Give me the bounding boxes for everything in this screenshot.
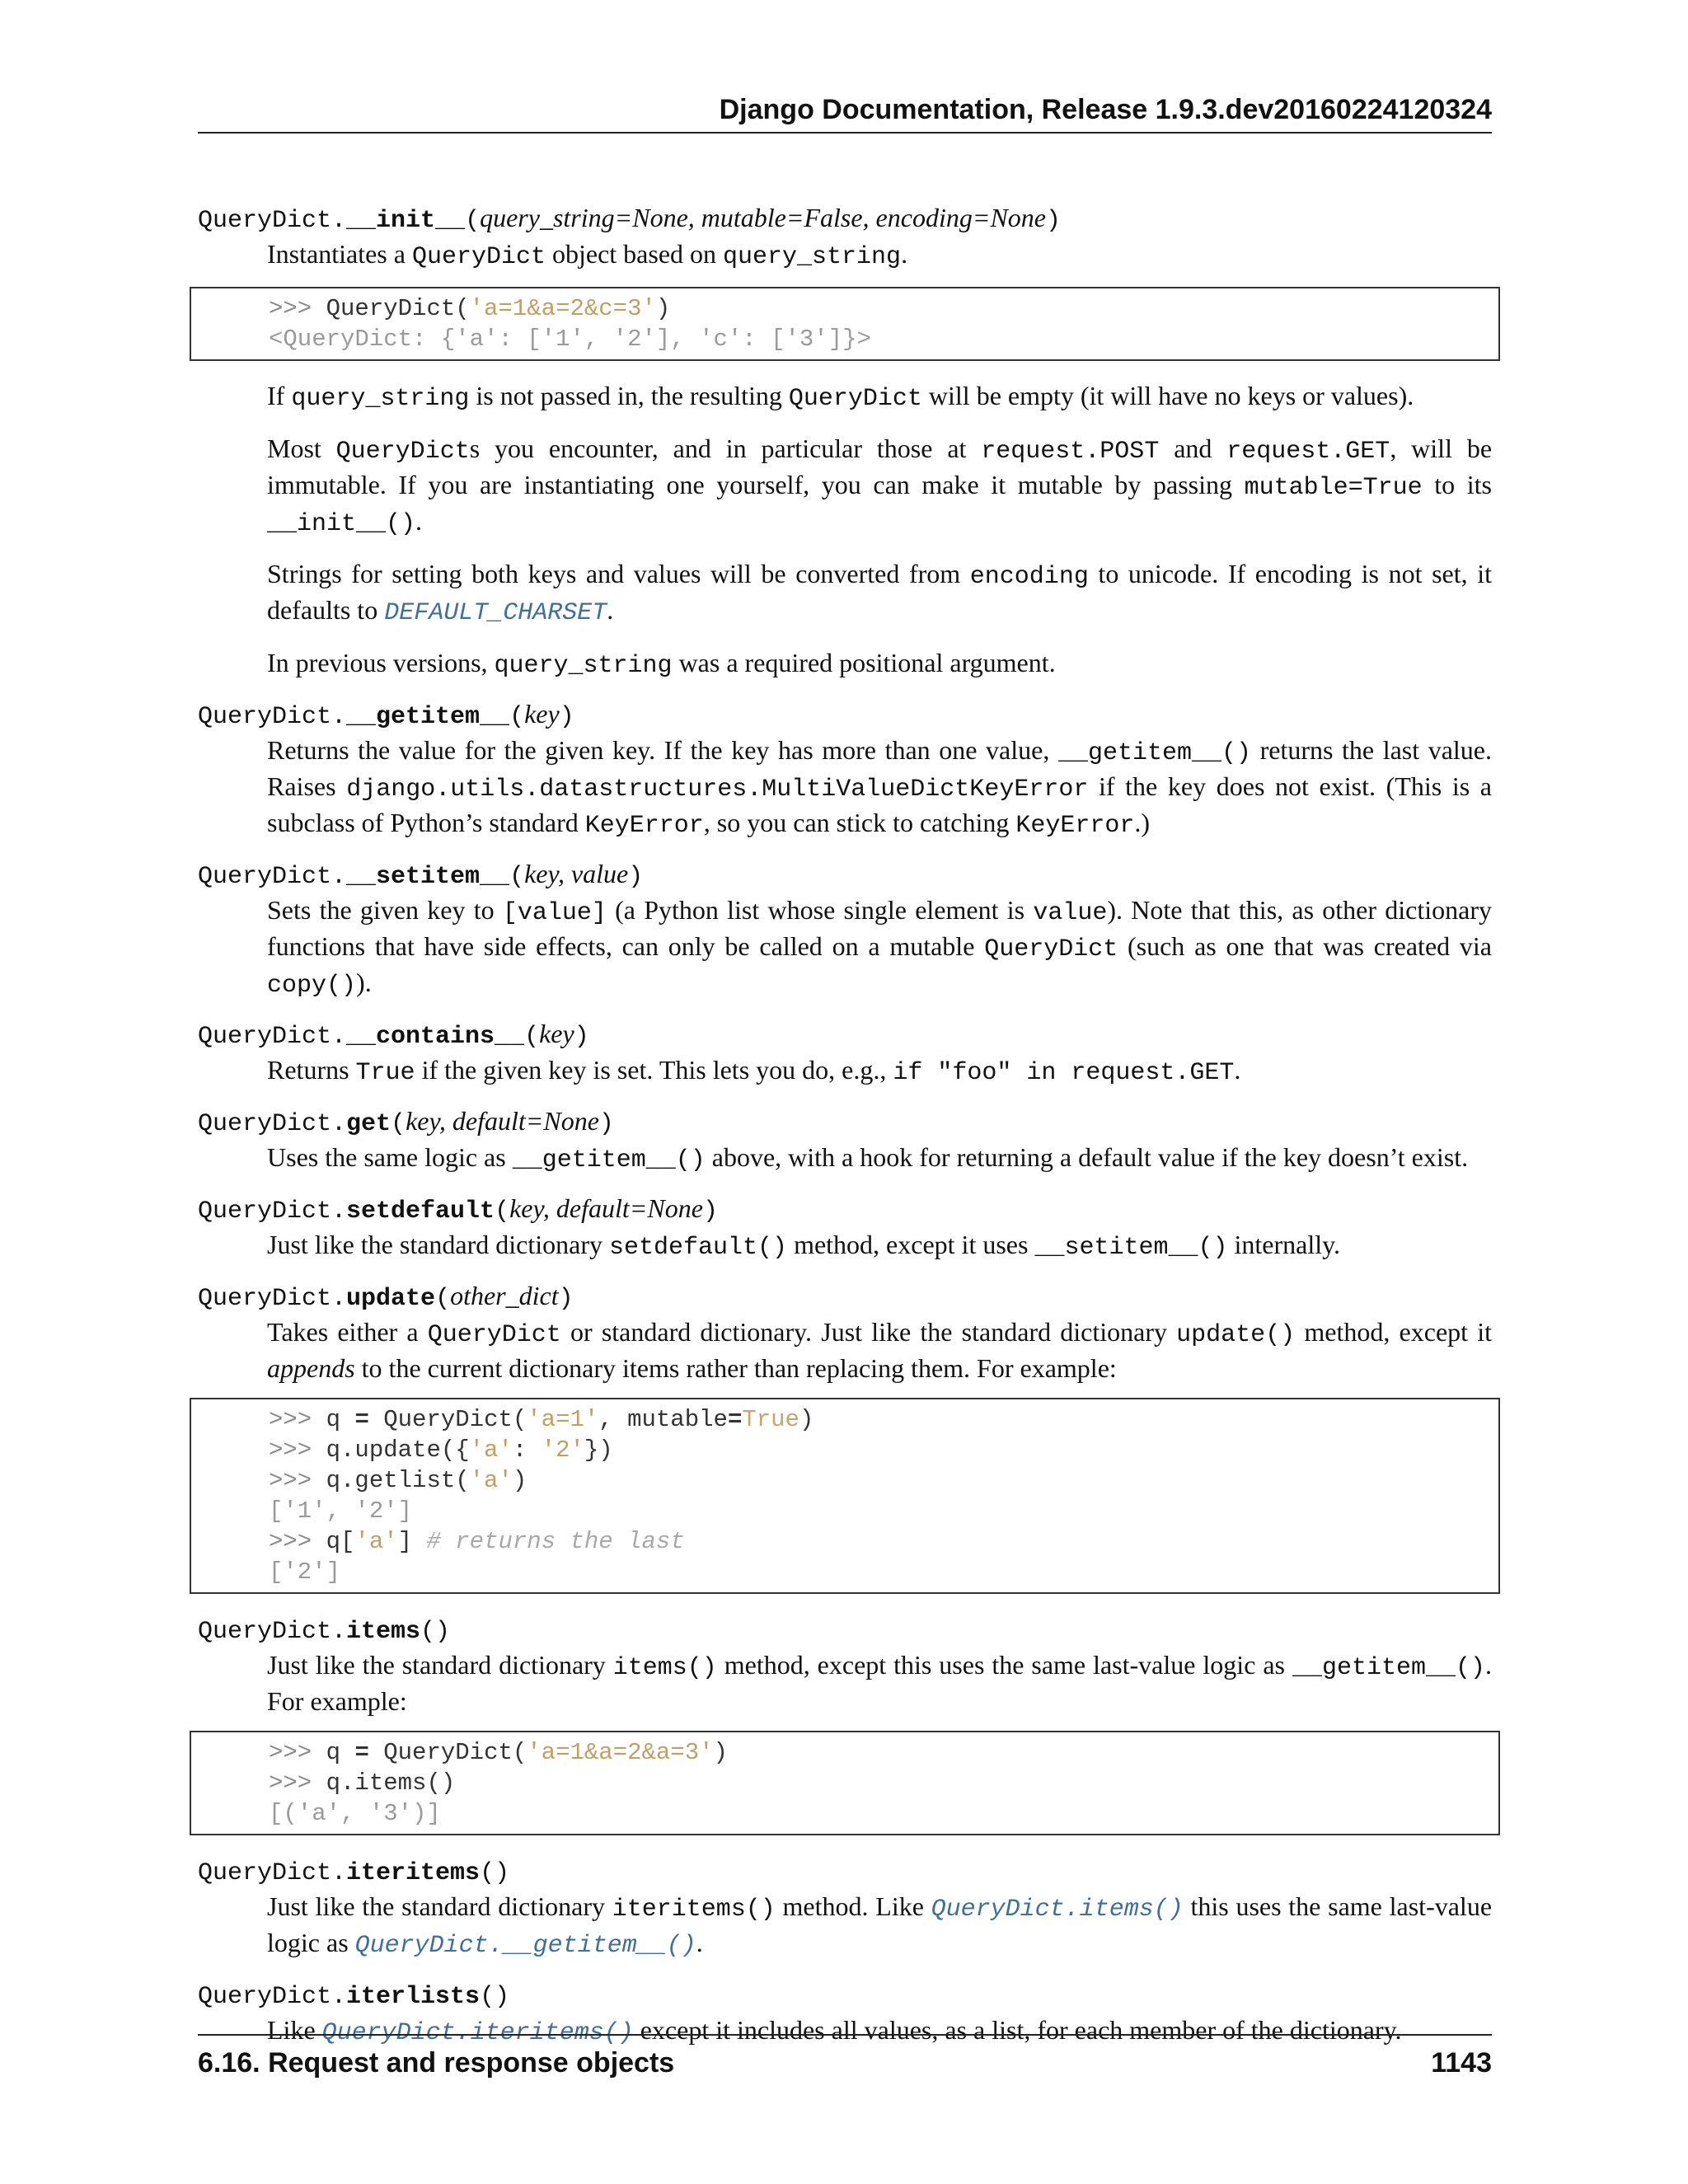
page-number: 1143 <box>1431 2047 1492 2079</box>
method-description <box>267 1648 1492 1718</box>
method-contains <box>198 1017 1492 1090</box>
signature: QueryDict.__setitem__(key, value) <box>198 859 644 891</box>
doc-content <box>198 201 1492 2064</box>
method-description <box>267 1315 1492 1385</box>
method-items <box>198 1612 1492 1835</box>
code-block: >>> q = QueryDict('a=1&a=2&a=3') >>> q.items() [('a', '3')] <box>190 1731 1500 1835</box>
method-description <box>267 1141 1492 1177</box>
paragraph: Like QueryDict.iteritems() except it includes all values, as a list, for each member of the dictionary. <box>267 2015 1402 2047</box>
paragraph: Takes either a QueryDict or standard dictionary. Just like the standard dictionary update() method, except it appends to the current dictionary items rather than replacing them. For example: <box>267 1317 1493 1383</box>
method-setdefault <box>198 1192 1492 1264</box>
querydict-getitem-link[interactable]: QueryDict.__getitem__() <box>354 1932 696 1960</box>
signature: QueryDict.items() <box>198 1618 451 1646</box>
signature: QueryDict.setdefault(key, default=None) <box>198 1193 718 1226</box>
signature: QueryDict.iterlists() <box>198 1983 510 2011</box>
method-description <box>267 733 1492 842</box>
code-block: >>> QueryDict('a=1&a=2&c=3') <QueryDict: {'a': ['1', '2'], 'c': ['3']}> <box>190 287 1500 361</box>
code-block: >>> q = QueryDict('a=1', mutable=True) >>> q.update({'a': '2'}) >>> q.getlist('a') ['1', '2'] >>> q['a'] # returns the last ['2'] <box>190 1398 1500 1594</box>
method-getitem <box>198 697 1492 842</box>
paragraph: If query_string is not passed in, the resulting QueryDict will be empty (it will have no keys or values). <box>267 381 1414 413</box>
method-description <box>267 237 1492 274</box>
paragraph: Sets the given key to [value] (a Python list whose single element is value). Note that this, as other dictionary functions that have side effects, can only be called on a mutable QueryDict (such as one that was created via copy()). <box>267 895 1493 1000</box>
signature: QueryDict.__contains__(key) <box>198 1019 589 1051</box>
page-header: Django Documentation, Release 1.9.3.dev20160224120324 <box>198 92 1492 134</box>
method-setitem <box>198 857 1492 1002</box>
querydict-items-link[interactable]: QueryDict.items() <box>931 1896 1184 1924</box>
method-description <box>267 893 1492 1002</box>
default-charset-link[interactable]: DEFAULT_CHARSET <box>384 599 607 627</box>
signature: QueryDict.update(other_dict) <box>198 1281 574 1313</box>
paragraph: In previous versions, query_string was a required positional argument. <box>267 648 1056 680</box>
paragraph: Uses the same logic as __getitem__() above, with a hook for returning a default value if the key doesn’t exist. <box>267 1142 1469 1174</box>
paragraph: Returns the value for the given key. If the key has more than one value, __getitem__() returns the last value. Raises django.utils.datastructures.MultiValueDictKeyError if the key does not exist. (This is a subclass of Python’s standard KeyError, so you can stick to catching KeyError.) <box>267 735 1493 840</box>
method-iteritems <box>198 1854 1492 1962</box>
paragraph: Instantiates a QueryDict object based on query_string. <box>267 239 908 271</box>
querydict-iteritems-link[interactable]: QueryDict.iteritems() <box>321 2019 634 2047</box>
footer-section: 6.16. Request and response objects <box>198 2047 675 2079</box>
signature: QueryDict.get(key, default=None) <box>198 1106 614 1138</box>
paragraph: Returns True if the given key is set. This lets you do, e.g., if "foo" in request.GET. <box>267 1055 1241 1087</box>
paragraph: Strings for setting both keys and values will be converted from encoding to unicode. If encoding is not set, it defaults to DEFAULT_CHARSET. <box>267 559 1493 627</box>
signature: QueryDict.__getitem__(key) <box>198 699 574 731</box>
method-description <box>267 1890 1492 1962</box>
page-footer <box>198 2034 1492 2080</box>
method-init <box>198 201 1492 682</box>
method-notes <box>267 379 1492 682</box>
paragraph: Just like the standard dictionary setdefault() method, except it uses __setitem__() internally. <box>267 1230 1341 1262</box>
method-update <box>198 1279 1492 1594</box>
method-get <box>198 1104 1492 1177</box>
paragraph: Just like the standard dictionary iteritems() method. Like QueryDict.items() this uses the same last-value logic as QueryDict.__getitem__(). <box>267 1891 1493 1960</box>
method-description <box>267 1053 1492 1090</box>
paragraph: Just like the standard dictionary items() method, except this uses the same last-value logic as __getitem__(). For example: <box>267 1650 1492 1716</box>
method-description <box>267 1228 1492 1264</box>
signature: QueryDict.__init__(query_string=None, mutable=False, encoding=None) <box>198 203 1061 235</box>
paragraph: Most QueryDicts you encounter, and in particular those at request.POST and request.GET, will be immutable. If you are instantiating one yourself, you can make it mutable by passing mutable=True to its __init__(). <box>267 434 1493 538</box>
signature: QueryDict.iteritems() <box>198 1859 510 1887</box>
